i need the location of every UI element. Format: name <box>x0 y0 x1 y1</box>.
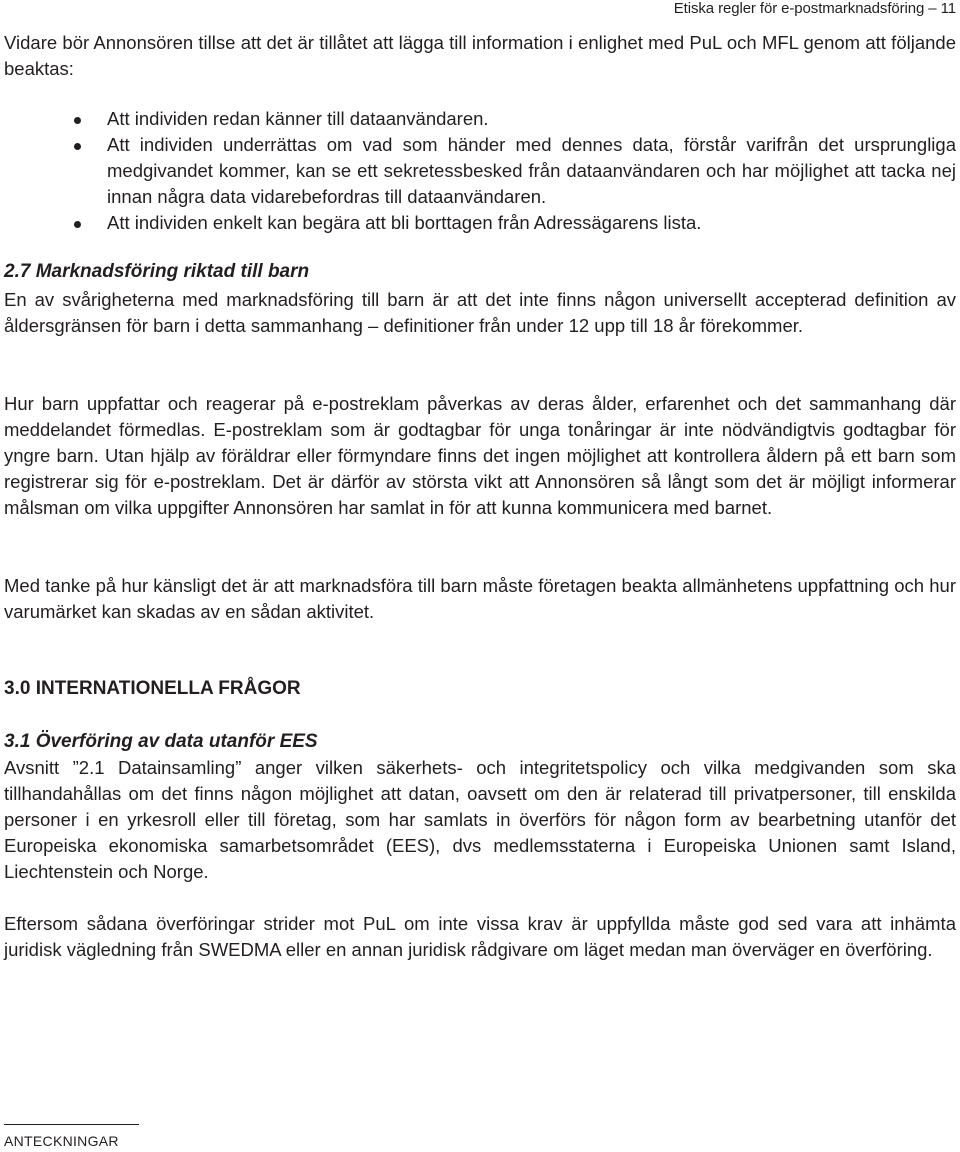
paragraph-legal-guidance: Eftersom sådana överföringar strider mot PuL om inte vissa krav är uppfyllda måste god sed vara att inhämta juridisk vägledning från SWEDMA eller en annan juridisk rådgivare om läget medan man överväger en överföring. <box>4 913 956 960</box>
bullet-icon <box>74 221 81 228</box>
paragraph-children-perception: Hur barn uppfattar och reagerar på e-postreklam påverkas av deras ålder, erfarenhet och det sammanhang där meddelandet förmedlas. E-postreklam som är godtagbar för unga tonåringar är inte nödvändigtvis godtagbar för yngre barn. Utan hjälp av föräldrar eller förmyndare finns det ingen möjlighet att kontrollera åldern på ett barn som registrerar sig för e-postreklam. Det är därför av största vikt att Annonsören så långt som det är möjligt informerar målsman om vilka uppgifter Annonsören har samlat in för att kunna kommunicera med barnet. <box>4 393 956 518</box>
bullet-icon <box>74 143 81 150</box>
running-header: Etiska regler för e-postmarknadsföring – 11 <box>673 0 956 17</box>
footer-divider <box>4 1124 139 1125</box>
list-item <box>0 106 956 132</box>
intro-paragraph: Vidare bör Annonsören tillse att det är tillåtet att lägga till information i enlighet med PuL och MFL genom att följande beaktas: <box>4 32 956 79</box>
list-item <box>0 132 956 210</box>
requirements-list <box>0 106 956 236</box>
paragraph-children-age-definition: En av svårigheterna med marknadsföring till barn är att det inte finns någon universellt accepterad definition av åldersgränsen för barn i detta sammanhang – definitioner från under 12 upp till 18 år förekommer. <box>4 289 956 336</box>
section-heading-3-0: 3.0 INTERNATIONELLA FRÅGOR <box>4 678 301 699</box>
notes-label: ANTECKNINGAR <box>4 1133 119 1149</box>
bullet-icon <box>74 117 81 124</box>
list-item-text: Att individen enkelt kan begära att bli borttagen från Adressägarens lista. <box>107 212 702 233</box>
paragraph-data-transfer: Avsnitt ”2.1 Datainsamling” anger vilken säkerhets- och integritetspolicy och vilka medgivanden som ska tillhandahållas om det finns någon möjlighet att datan, oavsett om den är relaterad till privatpersoner, till enskilda personer i en yrkesroll eller till företag, som har samlats in överförs för någon form av bearbetning utanför det Europeiska ekonomiska samarbetsområdet (EES), dvs medlemsstaterna i Europeiska Unionen samt Island, Liechtenstein och Norge. <box>4 757 956 882</box>
paragraph-brand-sensitivity: Med tanke på hur känsligt det är att marknadsföra till barn måste företagen beakta allmänhetens uppfattning och hur varumärket kan skadas av en sådan aktivitet. <box>4 575 956 622</box>
section-heading-3-1: 3.1 Överföring av data utanför EES <box>4 731 318 752</box>
list-item <box>0 210 956 236</box>
section-heading-2-7: 2.7 Marknadsföring riktad till barn <box>4 261 310 282</box>
list-item-text: Att individen redan känner till dataanvändaren. <box>107 108 489 129</box>
list-item-text: Att individen underrättas om vad som händer med dennes data, förstår varifrån det ursprungliga medgivandet kommer, kan se ett sekretessbesked från dataanvändaren och har möjlighet att tacka nej innan några data vidarebefordras till dataanvändaren. <box>107 134 956 207</box>
